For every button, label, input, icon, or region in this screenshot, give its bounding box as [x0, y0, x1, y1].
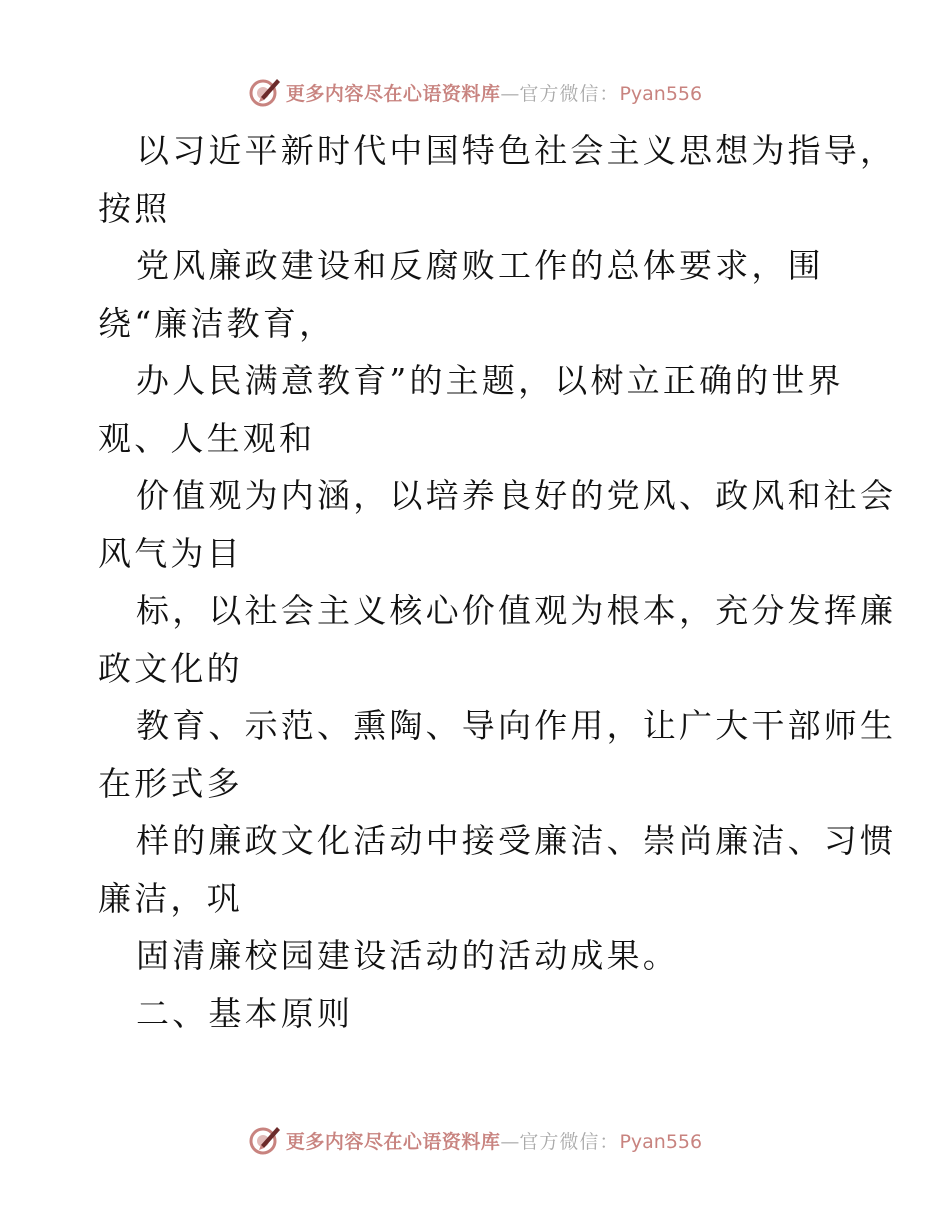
body-line: 廉洁，巩	[98, 878, 243, 918]
body-line: 教育、示范、熏陶、导向作用，让广大干部师生	[136, 706, 897, 745]
footer-separator: —	[500, 1130, 520, 1153]
footer-wechat-label: 官方微信：	[519, 1130, 620, 1153]
body-line: 政文化的	[98, 648, 243, 688]
body-line: 办人民满意教育”的主题，以树立正确的世界	[136, 361, 844, 400]
header-wechat-id: Pyan556	[619, 82, 703, 105]
header-separator: —	[500, 82, 520, 105]
header-brand: 更多内容尽在心语资料库	[285, 82, 501, 105]
body-line: 样的廉政文化活动中接受廉洁、崇尚廉洁、习惯	[136, 821, 897, 860]
footer-text	[286, 1127, 702, 1154]
body-line: 绕“廉洁教育，	[98, 303, 336, 343]
body-line: 观、人生观和	[98, 418, 316, 458]
footer-banner	[0, 1120, 950, 1160]
header-wechat-label: 官方微信：	[519, 82, 620, 105]
body-line: 固清廉校园建设活动的活动成果。	[136, 936, 679, 975]
body-line: 价值观为内涵，以培养良好的党风、政风和社会	[136, 476, 897, 515]
body-line: 以习近平新时代中国特色社会主义思想为指导，	[136, 131, 897, 170]
header-text	[286, 79, 702, 106]
body-line: 按照	[98, 188, 171, 228]
pen-logo-icon	[248, 1123, 282, 1157]
body-line: 党风廉政建设和反腐败工作的总体要求，围	[136, 246, 824, 285]
footer-wechat-id: Pyan556	[619, 1130, 703, 1153]
body-line: 风气为目	[98, 533, 243, 573]
document-body	[98, 122, 898, 1042]
section-heading: 二、基本原则	[136, 993, 354, 1033]
footer-brand: 更多内容尽在心语资料库	[285, 1130, 501, 1153]
body-line: 标，以社会主义核心价值观为根本，充分发挥廉	[136, 591, 897, 630]
header-banner	[0, 72, 950, 112]
pen-logo-icon	[248, 75, 282, 109]
body-line: 在形式多	[98, 763, 243, 803]
